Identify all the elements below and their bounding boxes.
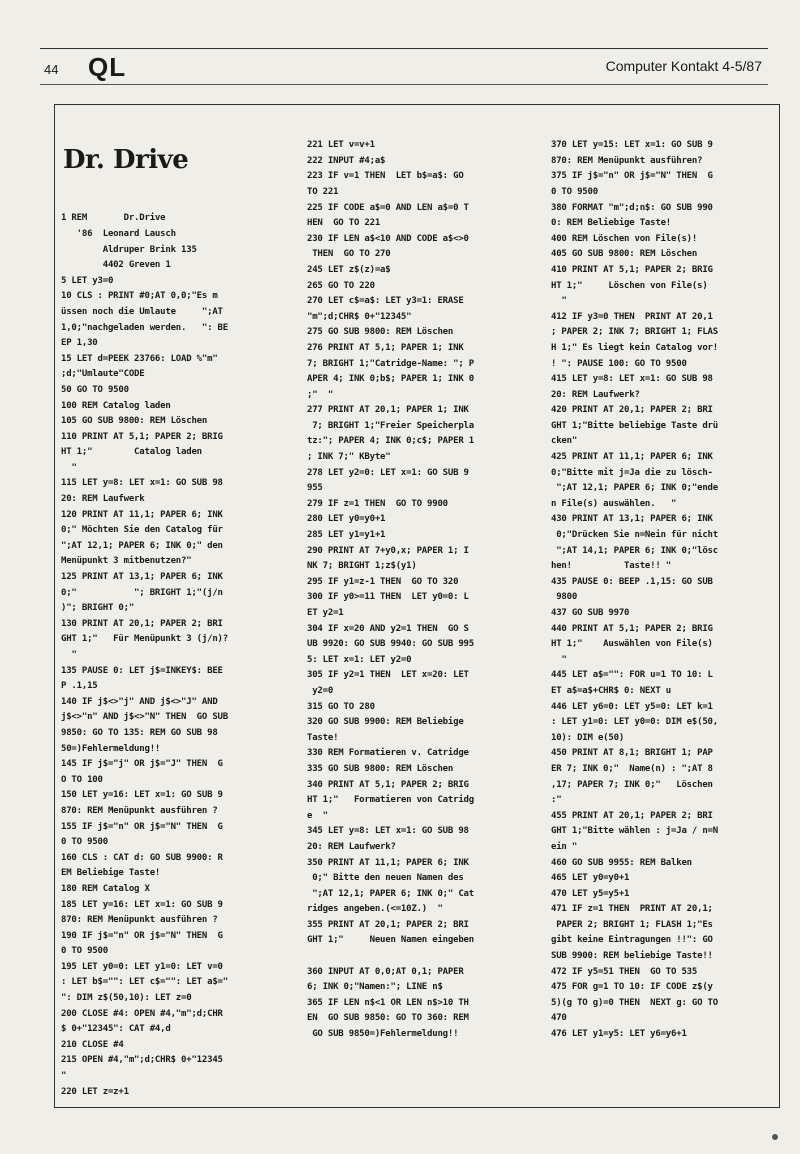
code-line: 0;" Möchten Sie den Catalog für xyxy=(61,525,223,536)
code-line: ET y2=1 xyxy=(307,608,344,618)
code-line: e " xyxy=(307,810,328,821)
code-line: 160 CLS : CAT d: GO SUB 9900: R xyxy=(61,852,223,863)
code-line: 300 IF y0>=11 THEN LET y0=0: L xyxy=(307,592,469,603)
code-line: 225 IF CODE a$=0 AND LEN a$=0 T xyxy=(307,202,469,213)
code-line: 471 IF z=1 THEN PRINT AT 20,1; xyxy=(551,904,713,915)
code-line: GHT 1;"Bitte wählen : j=Ja / n=N xyxy=(551,826,718,837)
code-line: GHT 1;"Bitte beliebige Taste drü xyxy=(551,420,718,431)
code-line: 145 IF j$="j" OR j$="J" THEN G xyxy=(61,759,223,770)
code-line: 4402 Greven 1 xyxy=(61,260,171,271)
code-line: 870: REM Menüpunkt ausführen ? xyxy=(61,915,218,926)
code-line: 0: REM Beliebige Taste! xyxy=(551,218,672,229)
code-line: 245 LET z$(z)=a$ xyxy=(307,264,391,275)
code-line: 405 GO SUB 9800: REM Löschen xyxy=(551,249,698,260)
code-line: 425 PRINT AT 11,1; PAPER 6; INK xyxy=(551,452,713,463)
code-line: 223 IF v=1 THEN LET b$=a$: GO xyxy=(307,171,464,182)
code-line: 335 GO SUB 9800: REM Löschen xyxy=(307,763,454,774)
code-line: 277 PRINT AT 20,1; PAPER 1; INK xyxy=(307,405,469,416)
top-rule xyxy=(40,48,768,49)
code-line: 110 PRINT AT 5,1; PAPER 2; BRIG xyxy=(61,431,223,442)
code-line: 9800 xyxy=(551,592,578,603)
code-line: APER 4; INK 0;b$; PAPER 1; INK 0 xyxy=(307,374,474,385)
code-line: 180 REM Catalog X xyxy=(61,883,150,894)
code-line: 185 LET y=16: LET x=1: GO SUB 9 xyxy=(61,899,223,910)
code-line: UB 9920: GO SUB 9940: GO SUB 995 xyxy=(307,639,474,650)
code-line: 279 IF z=1 THEN GO TO 9900 xyxy=(307,498,448,509)
header-rule xyxy=(40,84,768,85)
code-line: Menüpunkt 3 mitbenutzen?" xyxy=(61,556,192,567)
code-line: 275 GO SUB 9800: REM Löschen xyxy=(307,327,454,338)
code-line: 270 LET c$=a$: LET y3=1: ERASE xyxy=(307,296,464,307)
code-line: 955 xyxy=(307,483,323,494)
code-line: SUB 9900: REM beliebige Taste!! xyxy=(551,951,713,962)
code-line: PAPER 2; BRIGHT 1; FLASH 1;"Es xyxy=(551,919,713,930)
code-line: 20: REM Laufwerk? xyxy=(551,389,640,400)
code-line: 278 LET y2=0: LET x=1: GO SUB 9 xyxy=(307,467,469,478)
code-line: 0;"Drücken Sie n=Nein für nicht xyxy=(551,530,718,541)
code-line: EM Beliebige Taste! xyxy=(61,868,161,879)
code-line: hen! Taste!! " xyxy=(551,561,672,572)
code-line: ; PAPER 2; INK 7; BRIGHT 1; FLAS xyxy=(551,327,718,338)
code-line: 20: REM Laufwerk? xyxy=(307,841,396,852)
code-line: 280 LET y0=y0+1 xyxy=(307,514,386,525)
listing-column-1 xyxy=(61,113,293,1131)
code-line: O TO 100 xyxy=(61,774,103,785)
code-line: $ 0+"12345": CAT #4,d xyxy=(61,1024,171,1035)
code-line: 446 LET y6=0: LET y5=0: LET k=1 xyxy=(551,701,713,712)
magazine-title: Computer Kontakt 4-5/87 xyxy=(605,58,762,74)
code-line: 450 PRINT AT 8,1; BRIGHT 1; PAP xyxy=(551,748,713,759)
code-line: 870: REM Menüpunkt ausführen ? xyxy=(61,805,218,816)
code-line: 135 PAUSE 0: LET j$=INKEY$: BEE xyxy=(61,665,223,676)
code-line: 9850: GO TO 135: REM GO SUB 98 xyxy=(61,727,218,738)
code-line: " xyxy=(61,650,77,660)
code-line: TO 221 xyxy=(307,186,339,197)
code-line: 220 LET z=z+1 xyxy=(61,1086,129,1097)
code-line: ein " xyxy=(551,841,578,852)
code-line: cken" xyxy=(551,436,578,447)
code-line: 195 LET y0=0: LET y1=0: LET v=0 xyxy=(61,961,223,972)
code-line: 470 LET y5=y5+1 xyxy=(551,888,630,899)
code-line: 221 LET v=v+1 xyxy=(307,140,375,151)
code-line: 365 IF LEN n$<1 OR LEN n$>10 TH xyxy=(307,997,469,1008)
code-line: ;" " xyxy=(307,389,334,400)
code-line: j$<>"n" AND j$<>"N" THEN GO SUB xyxy=(61,712,228,723)
listing-column-3 xyxy=(551,107,783,1074)
code-line: ": DIM z$(50,10): LET z=0 xyxy=(61,993,192,1004)
code-line: 140 IF j$<>"j" AND j$<>"J" AND xyxy=(61,696,218,707)
code-line: 475 FOR g=1 TO 10: IF CODE z$(y xyxy=(551,982,713,993)
code-line: 150 LET y=16: LET x=1: GO SUB 9 xyxy=(61,790,223,801)
code-line: 5)(g TO g)=0 THEN NEXT g: GO TO xyxy=(551,997,718,1008)
code-line: EN GO SUB 9850: GO TO 360: REM xyxy=(307,1013,469,1024)
code-line: Taste! xyxy=(307,732,339,743)
code-line: 470 xyxy=(551,1013,567,1024)
code-line: 870: REM Menüpunkt ausführen? xyxy=(551,155,703,166)
code-line: 360 INPUT AT 0,0;AT 0,1; PAPER xyxy=(307,966,464,977)
code-line: HT 1;" Löschen von File(s) xyxy=(551,280,708,291)
code-line: 210 CLOSE #4 xyxy=(61,1039,124,1050)
code-line: )"; BRIGHT 0;" xyxy=(61,603,135,614)
code-line: P .1,15 xyxy=(61,681,98,692)
code-line: " xyxy=(61,1071,67,1082)
code-line: GHT 1;" Neuen Namen eingeben xyxy=(307,935,474,946)
code-line: 445 LET a$="": FOR u=1 TO 10: L xyxy=(551,670,713,681)
code-line: 7; BRIGHT 1;"Freier Speicherpla xyxy=(307,420,474,431)
code-line: 120 PRINT AT 11,1; PAPER 6; INK xyxy=(61,509,223,520)
code-line: gibt keine Eintragungen !!": GO xyxy=(551,935,713,946)
code-line: 1,0;"nachgeladen werden. ": BE xyxy=(61,322,228,333)
code-line: 305 IF y2=1 THEN LET x=20: LET xyxy=(307,670,469,681)
code-line: 0;" "; BRIGHT 1;"(j/n xyxy=(61,587,223,598)
code-line: 375 IF j$="n" OR j$="N" THEN G xyxy=(551,171,713,182)
code-line: 100 REM Catalog laden xyxy=(61,400,171,411)
code-line: 276 PRINT AT 5,1; PAPER 1; INK xyxy=(307,342,464,353)
code-line: ";AT 12,1; PAPER 6; INK 0;" den xyxy=(61,540,223,551)
code-line: " xyxy=(551,654,567,665)
code-line: 410 PRINT AT 5,1; PAPER 2; BRIG xyxy=(551,264,713,275)
print-speck xyxy=(772,1134,778,1140)
page-number: 44 xyxy=(44,62,59,77)
code-line: ";AT 12,1; PAPER 6; INK 0;" Cat xyxy=(307,888,474,899)
code-line: ";AT 12,1; PAPER 6; INK 0;"ende xyxy=(551,483,718,494)
code-line: 125 PRINT AT 13,1; PAPER 6; INK xyxy=(61,572,223,583)
code-line: ET a$=a$+CHR$ 0: NEXT u xyxy=(551,685,672,696)
code-line: 50=)Fehlermeldung!! xyxy=(61,743,161,754)
code-line: HT 1;" Auswählen von File(s) xyxy=(551,639,713,650)
code-line: 130 PRINT AT 20,1; PAPER 2; BRI xyxy=(61,618,223,629)
section-title: QL xyxy=(88,52,127,82)
code-line: 320 GO SUB 9900: REM Beliebige xyxy=(307,717,464,728)
code-line: ER 7; INK 0;" Name(n) : ";AT 8 xyxy=(551,763,713,774)
code-line: 5: LET x=1: LET y2=0 xyxy=(307,654,412,665)
code-line: 15 LET d=PEEK 23766: LOAD %"m" xyxy=(61,353,218,364)
code-line: 430 PRINT AT 13,1; PAPER 6; INK xyxy=(551,514,713,525)
code-line: 295 IF y1=z-1 THEN GO TO 320 xyxy=(307,576,459,587)
code-line: THEN GO TO 270 xyxy=(307,249,391,260)
code-line: 476 LET y1=y5: LET y6=y6+1 xyxy=(551,1029,687,1040)
code-line: 1 REM Dr.Drive xyxy=(61,213,166,224)
code-line: " xyxy=(61,462,77,473)
code-line: " xyxy=(551,296,567,307)
code-line: 370 LET y=15: LET x=1: GO SUB 9 xyxy=(551,140,713,151)
code-line: 0;"Bitte mit j=Ja die zu lösch- xyxy=(551,467,713,478)
code-line: HT 1;" Catalog laden xyxy=(61,447,202,458)
code-line: 472 IF y5=51 THEN GO TO 535 xyxy=(551,966,698,977)
code-line: 222 INPUT #4;a$ xyxy=(307,155,386,166)
code-line: 215 OPEN #4,"m";d;CHR$ 0+"12345 xyxy=(61,1055,223,1066)
code-line: ";AT 14,1; PAPER 6; INK 0;"lösc xyxy=(551,545,718,556)
code-line: 5 LET y3=0 xyxy=(61,275,114,286)
code-line: 440 PRINT AT 5,1; PAPER 2; BRIG xyxy=(551,623,713,634)
code-line: 200 CLOSE #4: OPEN #4,"m";d;CHR xyxy=(61,1008,223,1019)
code-line: 265 GO TO 220 xyxy=(307,280,375,291)
code-line: 455 PRINT AT 20,1; PAPER 2; BRI xyxy=(551,810,713,821)
code-line: HEN GO TO 221 xyxy=(307,218,381,229)
code-line: : LET b$="": LET c$="": LET a$=" xyxy=(61,977,228,988)
code-line: ; INK 7;" KByte" xyxy=(307,452,391,463)
code-line: GO SUB 9850=)Fehlermeldung!! xyxy=(307,1029,459,1040)
code-line: : LET y1=0: LET y0=0: DIM e$(50, xyxy=(551,717,718,728)
code-line: ! ": PAUSE 100: GO TO 9500 xyxy=(551,358,687,369)
code-line: 190 IF j$="n" OR j$="N" THEN G xyxy=(61,930,223,941)
code-line: GHT 1;" Für Menüpunkt 3 (j/n)? xyxy=(61,634,228,645)
code-line: 465 LET y0=y0+1 xyxy=(551,873,630,884)
code-line: 460 GO SUB 9955: REM Balken xyxy=(551,857,692,868)
code-line: 10): DIM e(50) xyxy=(551,732,625,743)
listing-column-2 xyxy=(307,107,539,1074)
code-line: 155 IF j$="n" OR j$="N" THEN G xyxy=(61,821,223,832)
code-line: 437 GO SUB 9970 xyxy=(551,608,630,618)
code-line: 330 REM Formatieren v. Catridge xyxy=(307,748,469,759)
code-line: 435 PAUSE 0: BEEP .1,15: GO SUB xyxy=(551,576,713,587)
code-line: EP 1,30 xyxy=(61,338,98,349)
code-line: 290 PRINT AT 7+y0,x; PAPER 1; I xyxy=(307,545,469,556)
code-line: 420 PRINT AT 20,1; PAPER 2; BRI xyxy=(551,405,713,416)
code-line: 0 TO 9500 xyxy=(61,946,108,957)
code-line: 115 LET y=8: LET x=1: GO SUB 98 xyxy=(61,478,223,489)
code-line: 105 GO SUB 9800: REM Löschen xyxy=(61,416,208,427)
article-title: Dr. Drive xyxy=(63,145,189,176)
code-line: 50 GO TO 9500 xyxy=(61,384,129,395)
code-line: ;d;"Umlaute"CODE xyxy=(61,369,145,380)
code-line: H 1;" Es liegt kein Catalog vor! xyxy=(551,342,718,353)
code-line: Aldruper Brink 135 xyxy=(61,244,197,255)
code-line: 0;" Bitte den neuen Namen des xyxy=(307,873,464,884)
code-line: 20: REM Laufwerk xyxy=(61,494,145,505)
code-line: 285 LET y1=y1+1 xyxy=(307,530,386,541)
listing-frame xyxy=(54,104,780,1108)
code-line: 6; INK 0;"Namen:"; LINE n$ xyxy=(307,982,443,993)
code-line: '86 Leonard Lausch xyxy=(61,228,176,239)
code-line: :" xyxy=(551,795,562,806)
code-line: 10 CLS : PRINT #0;AT 0,0;"Es m xyxy=(61,291,218,302)
code-line: 315 GO TO 280 xyxy=(307,701,375,712)
code-line: y2=0 xyxy=(307,685,334,696)
code-line: n File(s) auswählen. " xyxy=(551,498,677,509)
code-line: 412 IF y3=0 THEN PRINT AT 20,1 xyxy=(551,311,713,322)
code-line: üssen noch die Umlaute ";AT xyxy=(61,306,223,317)
code-line: 415 LET y=8: LET x=1: GO SUB 98 xyxy=(551,374,713,385)
code-line: NK 7; BRIGHT 1;z$(y1) xyxy=(307,561,417,572)
code-line xyxy=(307,949,539,965)
code-line: 400 REM Löschen von File(s)! xyxy=(551,233,698,244)
code-line: 7; BRIGHT 1;"Catridge-Name: "; P xyxy=(307,358,474,369)
code-line: ridges angeben.(<=10Z.) " xyxy=(307,904,443,915)
code-line: 304 IF x=20 AND y2=1 THEN GO S xyxy=(307,623,469,634)
code-line: "m";d;CHR$ 0+"12345" xyxy=(307,311,412,322)
code-line: 0 TO 9500 xyxy=(551,186,598,197)
code-line: 345 LET y=8: LET x=1: GO SUB 98 xyxy=(307,826,469,837)
code-line: 350 PRINT AT 11,1; PAPER 6; INK xyxy=(307,857,469,868)
code-line: 380 FORMAT "m";d;n$: GO SUB 990 xyxy=(551,202,713,213)
code-line: ,17; PAPER 7; INK 0;" Löschen xyxy=(551,779,713,790)
code-line: 0 TO 9500 xyxy=(61,837,108,848)
code-line: 355 PRINT AT 20,1; PAPER 2; BRI xyxy=(307,919,469,930)
code-line: tz:"; PAPER 4; INK 0;c$; PAPER 1 xyxy=(307,436,474,447)
code-line: 230 IF LEN a$<10 AND CODE a$<>0 xyxy=(307,233,469,244)
code-line: HT 1;" Formatieren von Catridg xyxy=(307,795,474,806)
code-line: 340 PRINT AT 5,1; PAPER 2; BRIG xyxy=(307,779,469,790)
